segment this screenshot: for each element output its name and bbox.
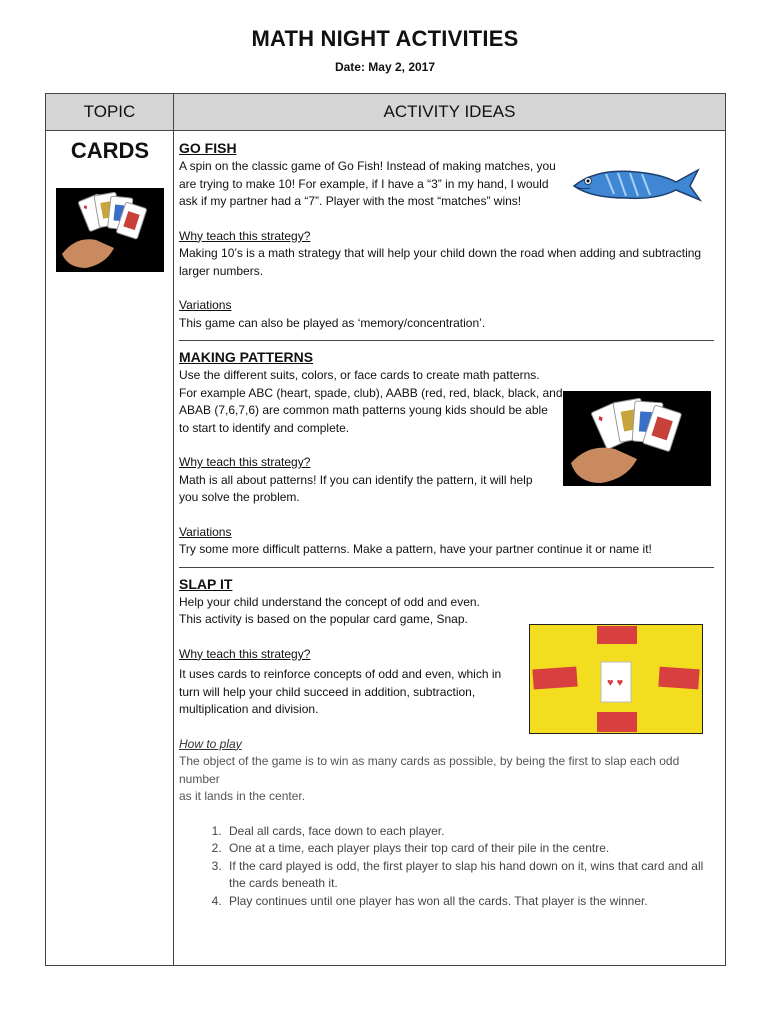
step-item: 3. If the card played is odd, the first player to slap his hand down on it, wins that card and all the cards beneath it. [225, 858, 719, 893]
page-date: Date: May 2, 2017 [334, 60, 436, 74]
patterns-why-line: Math is all about patterns! If you can identify the pattern, it will help [179, 472, 533, 487]
go-fish-desc-line: ask if my partner had a “7”. Player with the most “matches” wins! [179, 194, 522, 208]
slap-it-why-line: multiplication and division. [179, 702, 319, 716]
step-item: 1. Deal all cards, face down to each player. [225, 823, 719, 841]
patterns-variations-text: Try some more difficult patterns. Make a pattern, have your partner continue it or name it! [179, 542, 652, 556]
column-divider [173, 130, 174, 965]
section-divider [179, 340, 714, 341]
step-item: 2. One at a time, each player plays their top card of their pile in the centre. [225, 840, 719, 858]
patterns-desc-line: For example ABC (heart, spade, club), AABB (red, red, black, black, and [179, 385, 563, 400]
section-divider [179, 567, 714, 568]
patterns-why-line: you solve the problem. [179, 490, 300, 504]
go-fish-desc-line: are trying to make 10! For example, if I have a “3” in my hand, I would [179, 176, 549, 191]
go-fish-why-label: Why teach this strategy? [179, 228, 311, 243]
activities-table [45, 93, 726, 966]
how-to-play-line: as it lands in the center. [179, 789, 306, 803]
activity-column-header: ACTIVITY IDEAS [174, 94, 725, 131]
go-fish-title: GO FISH [179, 140, 237, 156]
svg-text:♥ ♥: ♥ ♥ [607, 677, 624, 689]
svg-text:♦: ♦ [596, 412, 606, 426]
go-fish-why-line: Making 10’s is a math strategy that will help your child down the road when adding and subtracting [179, 246, 702, 260]
slap-it-why-line: It uses cards to reinforce concepts of odd and even, which in [179, 667, 502, 681]
topic-column-header: TOPIC [46, 94, 174, 131]
how-to-play-line: The object of the game is to win as many cards as possible, by being the first to slap each odd number [179, 754, 680, 786]
svg-text:♦: ♦ [81, 202, 90, 213]
slap-it-desc-line: This activity is based on the popular card game, Snap. [179, 612, 468, 626]
how-to-play-steps [179, 823, 719, 911]
patterns-desc-line: to start to identify and complete. [179, 420, 350, 435]
go-fish-why-line: larger numbers. [179, 263, 264, 278]
step-item: 4. Play continues until one player has won all the cards. That player is the winner. [225, 893, 719, 911]
patterns-desc-line: ABAB (7,6,7,6) are common math patterns young kids should be able [179, 403, 548, 417]
go-fish-variations-text: This game can also be played as ‘memory/concentration’. [179, 315, 486, 330]
go-fish-variations-label: Variations [179, 298, 232, 312]
page-title: MATH NIGHT ACTIVITIES [251, 26, 519, 51]
patterns-variations-label: Variations [179, 524, 232, 539]
slap-it-why-line: turn will help your child succeed in addition, subtraction, [179, 684, 476, 699]
go-fish-desc-line: A spin on the classic game of Go Fish! Instead of making matches, you [179, 159, 556, 173]
slap-it-why-label: Why teach this strategy? [179, 646, 311, 661]
topic-name: CARDS [70, 138, 150, 163]
cards-hand-photo [56, 188, 164, 272]
slap-it-title: SLAP IT [179, 575, 233, 592]
patterns-desc-line: Use the different suits, colors, or face cards to create math patterns. [179, 368, 540, 382]
how-to-play-label: How to play [179, 736, 242, 751]
activity-content [179, 138, 719, 910]
slap-it-desc-line: Help your child understand the concept of odd and even. [179, 594, 480, 609]
making-patterns-title: MAKING PATTERNS [179, 349, 314, 365]
patterns-why-label: Why teach this strategy? [179, 455, 311, 469]
